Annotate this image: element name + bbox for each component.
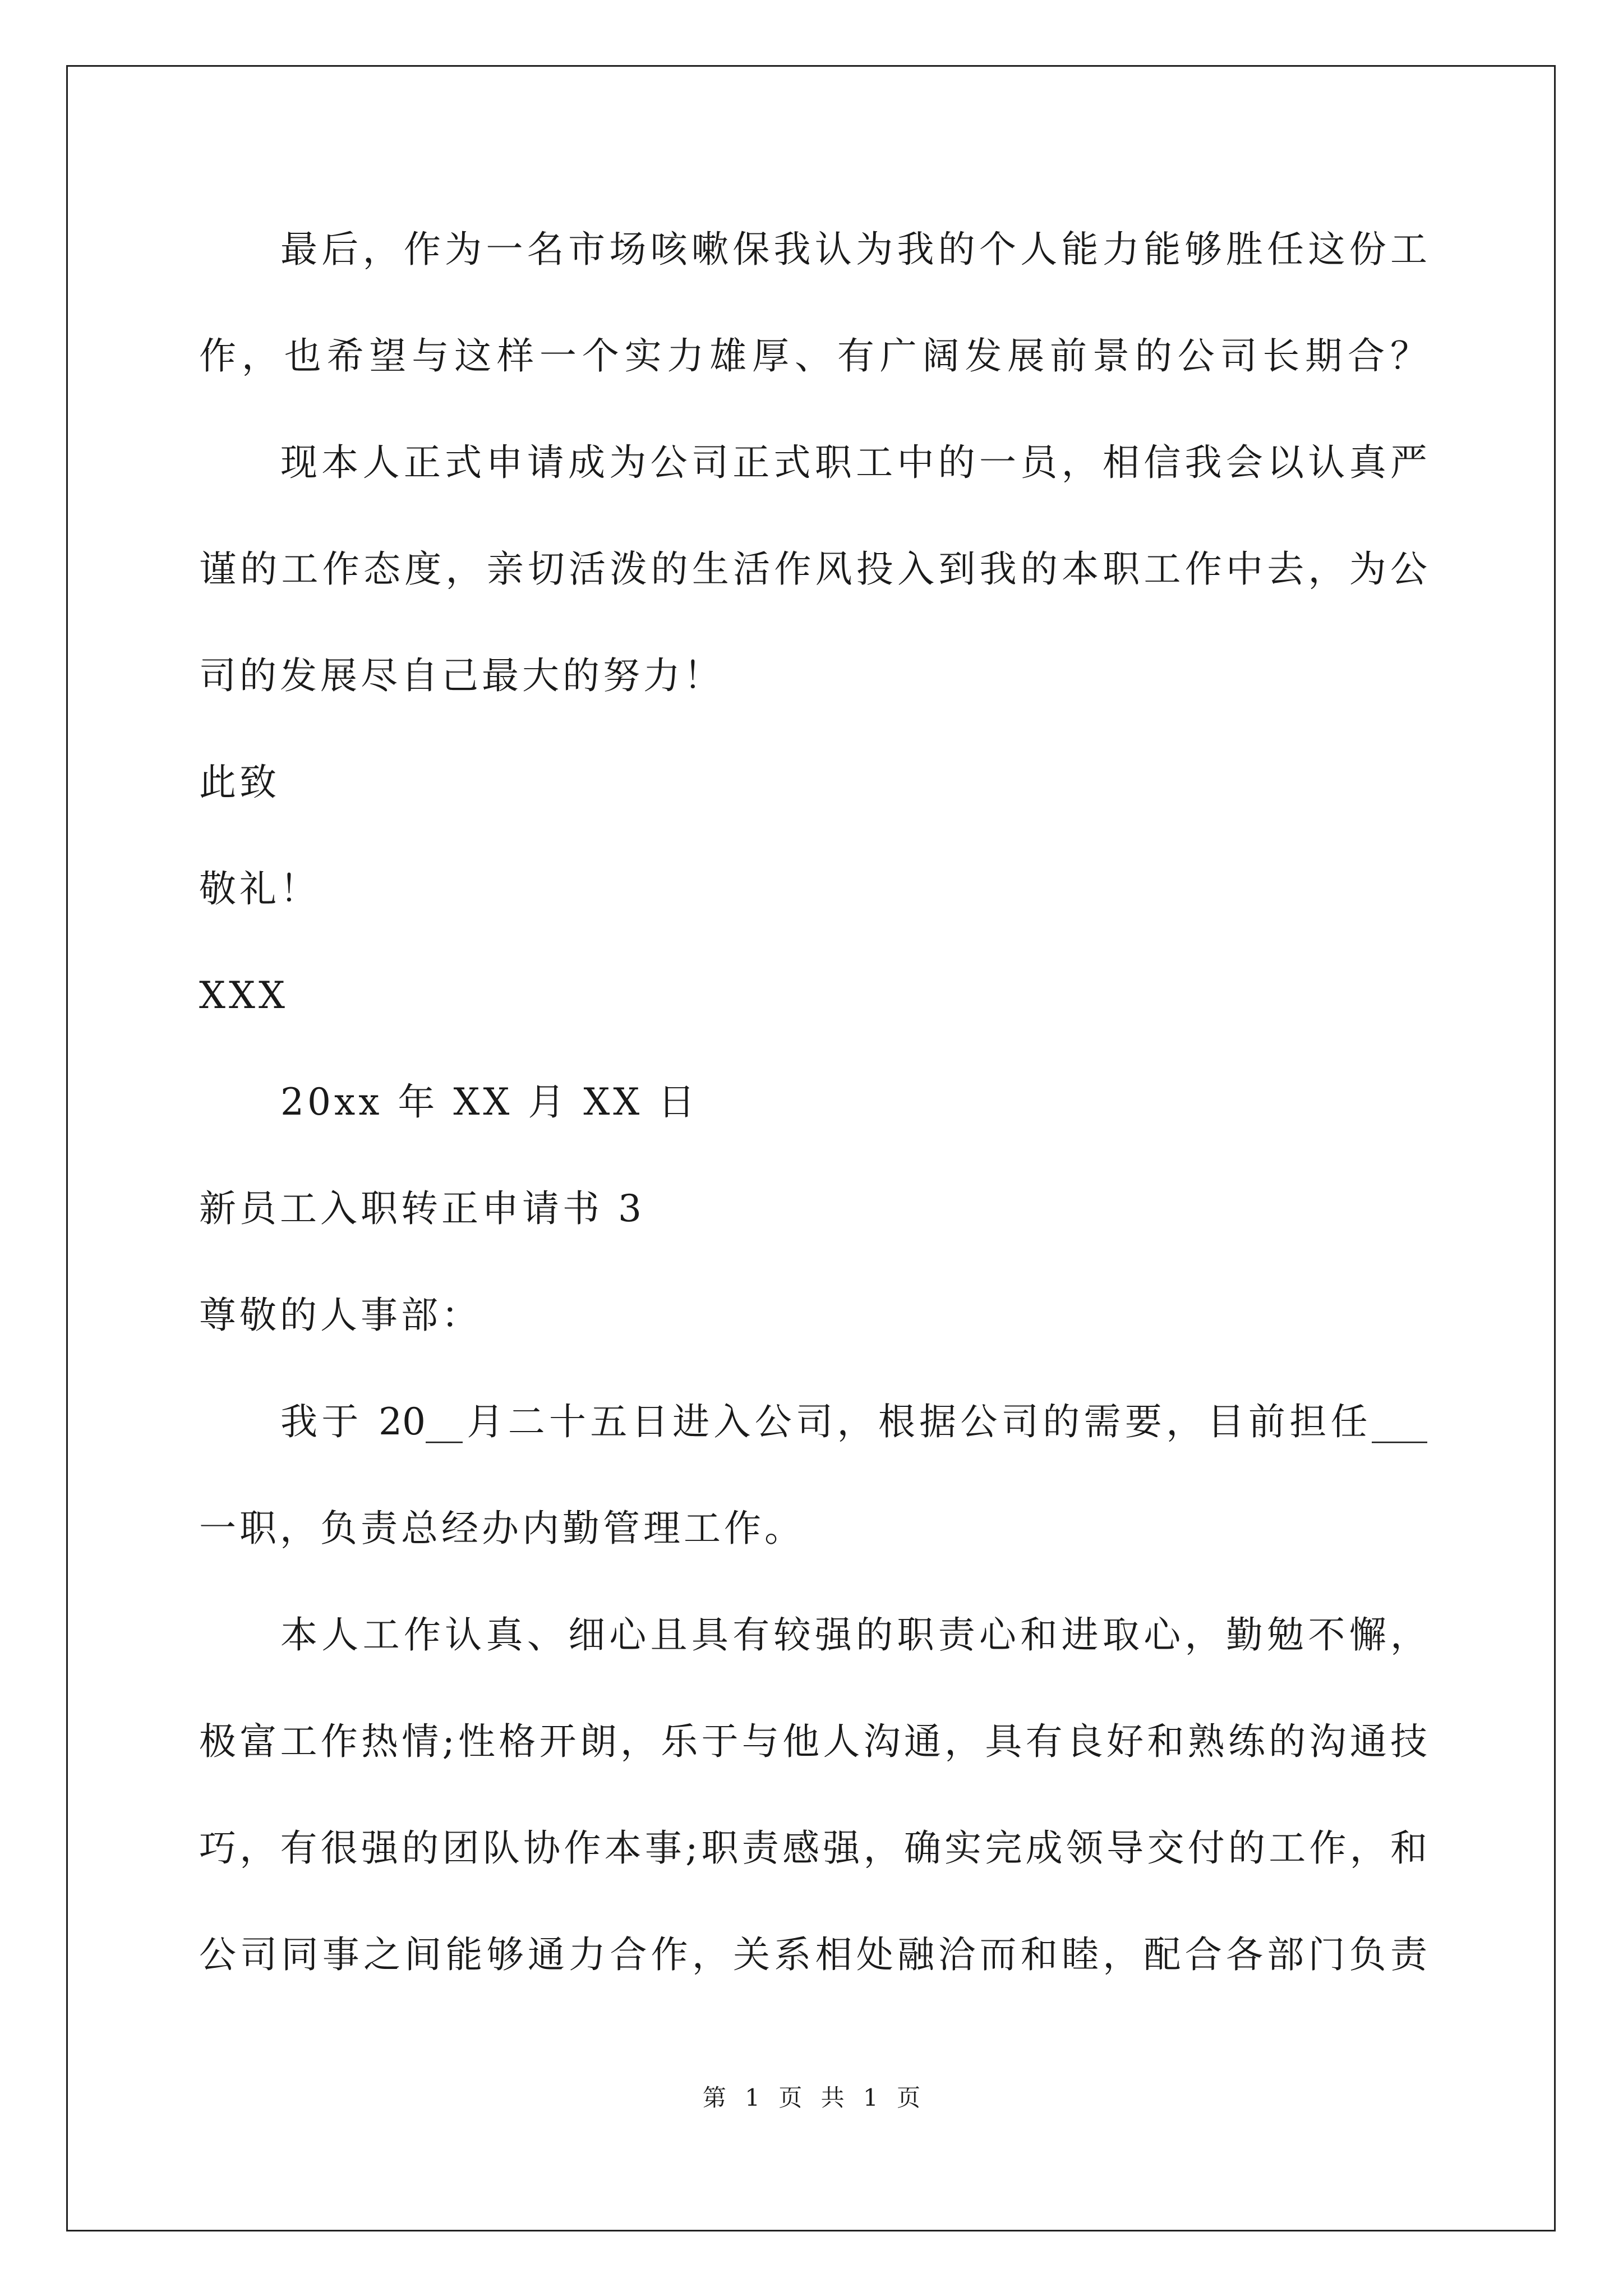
page-footer: 第 1 页 共 1 页 bbox=[702, 2084, 921, 2111]
paragraph-4-line-1: 本人工作认真、细心且具有较强的职责心和进取心，勤勉不懈， bbox=[280, 1613, 1427, 1657]
closing-regards: 敬礼！ bbox=[199, 867, 320, 910]
section-title: 新员工入职转正申请书 3 bbox=[199, 1187, 645, 1230]
greeting: 尊敬的人事部： bbox=[199, 1294, 482, 1337]
paragraph-2-line-3: 司的发展尽自己最大的努力！ bbox=[199, 654, 724, 697]
paragraph-1-line-1: 最后，作为一名市场咳嗽保我认为我的个人能力能够胜任这份工 bbox=[280, 228, 1427, 271]
paragraph-1-line-2: 作，也希望与这样一个实力雄厚、有广阔发展前景的公司长期合？ bbox=[199, 334, 1427, 378]
signature-date: 20xx 年 XX 月 XX 日 bbox=[280, 1080, 699, 1124]
paragraph-3-line-2: 一职，负责总经办内勤管理工作。 bbox=[199, 1507, 805, 1550]
page-border bbox=[66, 65, 1556, 2231]
paragraph-4-line-4: 公司同事之间能够通力合作，关系相处融洽而和睦，配合各部门负责 bbox=[199, 1933, 1427, 1976]
closing-salutation: 此致 bbox=[199, 761, 280, 804]
signature-name: XXX bbox=[199, 974, 288, 1017]
paragraph-2-line-1: 现本人正式申请成为公司正式职工中的一员，相信我会以认真严 bbox=[280, 441, 1427, 484]
paragraph-4-line-3: 巧，有很强的团队协作本事;职责感强，确实完成领导交付的工作，和 bbox=[199, 1826, 1427, 1870]
paragraph-2-line-2: 谨的工作态度，亲切活泼的生活作风投入到我的本职工作中去，为公 bbox=[199, 547, 1427, 591]
paragraph-4-line-2: 极富工作热情;性格开朗，乐于与他人沟通，具有良好和熟练的沟通技 bbox=[199, 1720, 1427, 1763]
paragraph-3-line-1: 我于 20__月二十五日进入公司，根据公司的需要，目前担任___ bbox=[280, 1400, 1427, 1443]
